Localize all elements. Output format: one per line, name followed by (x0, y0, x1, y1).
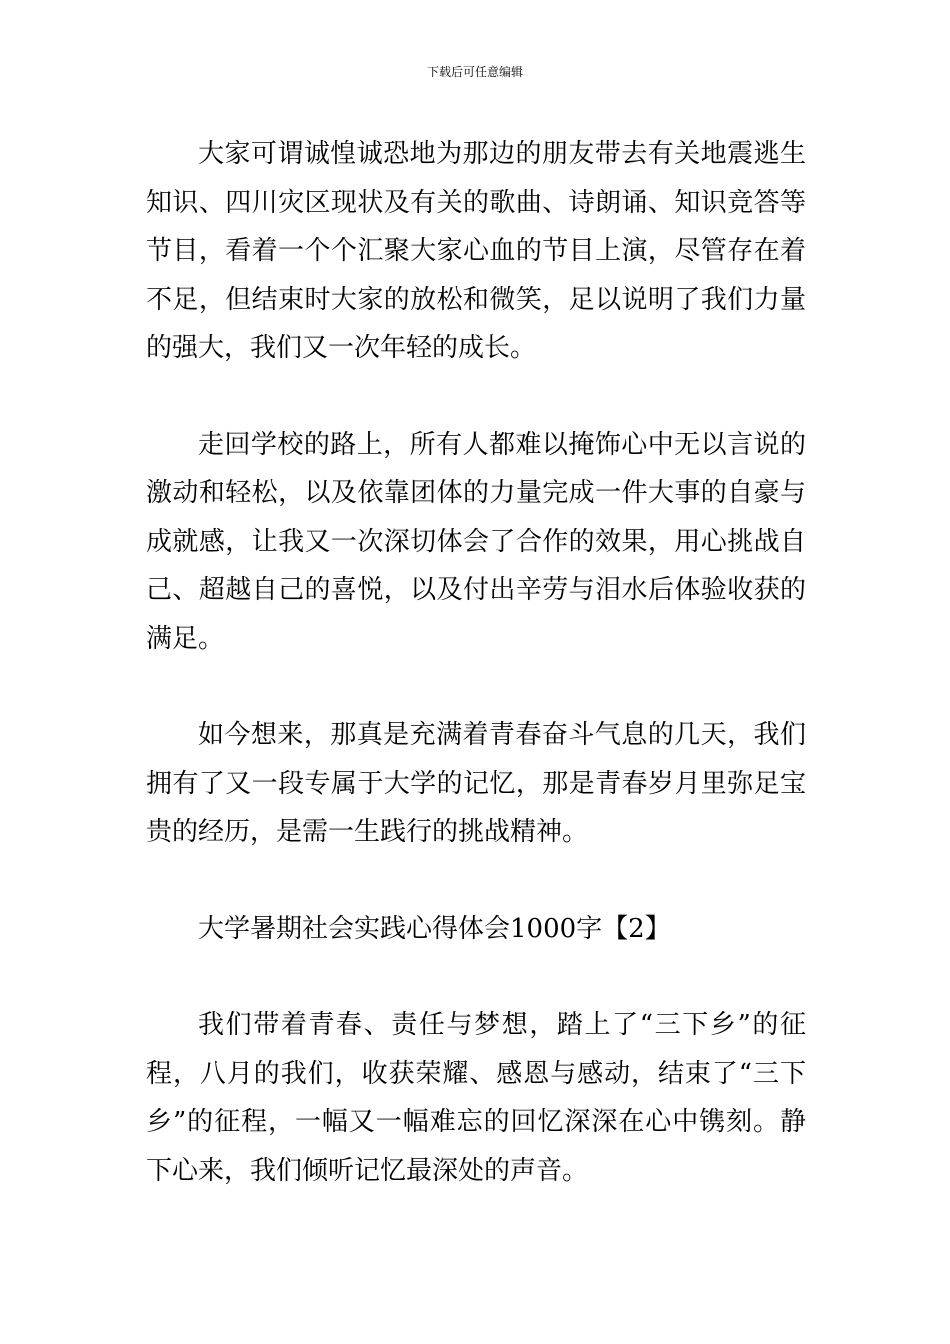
paragraph-2: 走回学校的路上，所有人都难以掩饰心中无以言说的激动和轻松，以及依靠团体的力量完成一件大事的自豪与成就感，让我又一次深切体会了合作的效果，用心挑战自己、超越自己的喜悦，以及付出辛劳与泪水后体验收获的满足。 (146, 429, 806, 654)
paragraph-4: 我们带着青春、责任与梦想，踏上了“三下乡”的征程，八月的我们，收获荣耀、感恩与感动，结束了“三下乡”的征程，一幅又一幅难忘的回忆深深在心中镌刻。静下心来，我们倾听记忆最深处的声音。 (146, 1010, 806, 1186)
paragraph-1: 大家可谓诚惶诚恐地为那边的朋友带去有关地震逃生知识、四川灾区现状及有关的歌曲、诗朗诵、知识竞答等节目，看着一个个汇聚大家心血的节目上演，尽管存在着不足，但结束时大家的放松和微笑，足以说明了我们力量的强大，我们又一次年轻的成长。 (146, 139, 806, 363)
section-heading: 大学暑期社会实践心得体会1000字【2】 (198, 913, 671, 944)
header-note: 下载后可任意编辑 (426, 65, 523, 79)
document-body (146, 130, 806, 1195)
paragraph-3: 如今想来，那真是充满着青春奋斗气息的几天，我们拥有了又一段专属于大学的记忆，那是青春岁月里弥足宝贵的经历，是需一生践行的挑战精神。 (146, 720, 806, 847)
